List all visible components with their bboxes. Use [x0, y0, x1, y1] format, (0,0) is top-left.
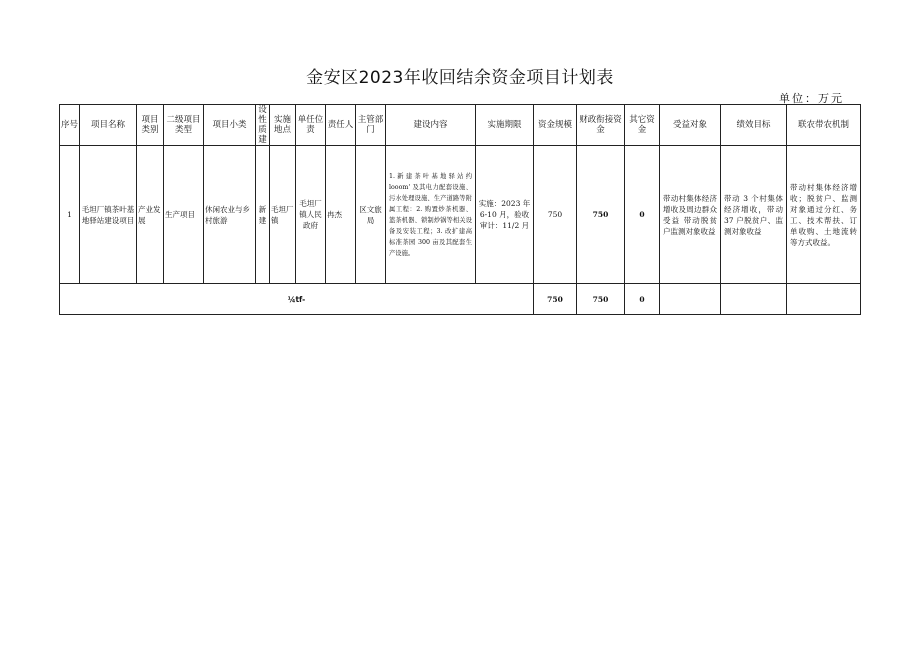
cell-other: 0	[625, 146, 660, 284]
header-seq: 序号	[60, 105, 80, 146]
header-sub-class: 项目小类	[204, 105, 256, 146]
header-sub-type: 二级项目类型	[164, 105, 204, 146]
cell-person: 冉杰	[326, 146, 356, 284]
header-content: 建设内容	[386, 105, 476, 146]
page-title: 金安区2023年收回结余资金项目计划表	[306, 68, 614, 88]
header-category: 项目类别	[137, 105, 164, 146]
total-scale: 750	[534, 284, 577, 315]
header-goal: 绩效目标	[721, 105, 787, 146]
cell-location: 毛坦厂镇	[270, 146, 296, 284]
header-nature: 设性质建	[256, 105, 270, 146]
total-row	[60, 284, 861, 315]
cell-unit-org: 毛坦厂镇人民政府	[296, 146, 326, 284]
header-person: 责任人	[326, 105, 356, 146]
header-scale: 资金规模	[534, 105, 577, 146]
total-other: 0	[625, 284, 660, 315]
header-fiscal: 财政衔接资金	[577, 105, 625, 146]
cell-mechanism: 带动村集体经济增收；脱贫户、监测对象通过分红、务工、技术帮扶、订单收购、土地流转等方式收益。	[787, 146, 861, 284]
header-unit-org: 单任位责	[296, 105, 326, 146]
header-mechanism: 联农带农机制	[787, 105, 861, 146]
header-name: 项目名称	[80, 105, 137, 146]
header-other: 其它资金	[625, 105, 660, 146]
total-label: ¼tf-	[60, 284, 534, 315]
table-row	[60, 146, 861, 284]
cell-period: 实施：2023 年6-10 月，验收审计：11/2 月	[476, 146, 534, 284]
cell-dept: 区文旅局	[356, 146, 386, 284]
cell-beneficiary: 带动村集体经济增收及周边群众受益 带动脱贫户监测对象收益	[660, 146, 721, 284]
header-period: 实施期限	[476, 105, 534, 146]
header-beneficiary: 受益对象	[660, 105, 721, 146]
project-plan-table	[59, 104, 861, 315]
cell-sub-type: 生产项目	[164, 146, 204, 284]
cell-sub-class: 休闲农业与乡村旅游	[204, 146, 256, 284]
header-location: 实施地点	[270, 105, 296, 146]
cell-name: 毛坦厂镇茶叶基地驿站建设项目	[80, 146, 137, 284]
header-row	[60, 105, 861, 146]
total-empty-3	[787, 284, 861, 315]
cell-content: 1.新建茶叶基地驿站约looom' 及其电力配套设施、污水处理设施、生产道路等附属工程：2. 购置炒茶机器、篮茶机器、锁制炒锅等相关设备及安装工程；3. 改扩建高标准茶园 300 亩及其配套生产设施。	[386, 146, 476, 284]
cell-scale: 750	[534, 146, 577, 284]
cell-category: 产业发展	[137, 146, 164, 284]
total-fiscal: 750	[577, 284, 625, 315]
cell-fiscal: 750	[577, 146, 625, 284]
total-empty-1	[660, 284, 721, 315]
cell-nature: 新建	[256, 146, 270, 284]
unit-label: 单位：万元	[779, 92, 844, 105]
header-dept: 主管部门	[356, 105, 386, 146]
cell-goal: 带动 3 个村集体经济增收，带动 37 户脱贫户、监测对象收益	[721, 146, 787, 284]
total-empty-2	[721, 284, 787, 315]
cell-seq: 1	[60, 146, 80, 284]
